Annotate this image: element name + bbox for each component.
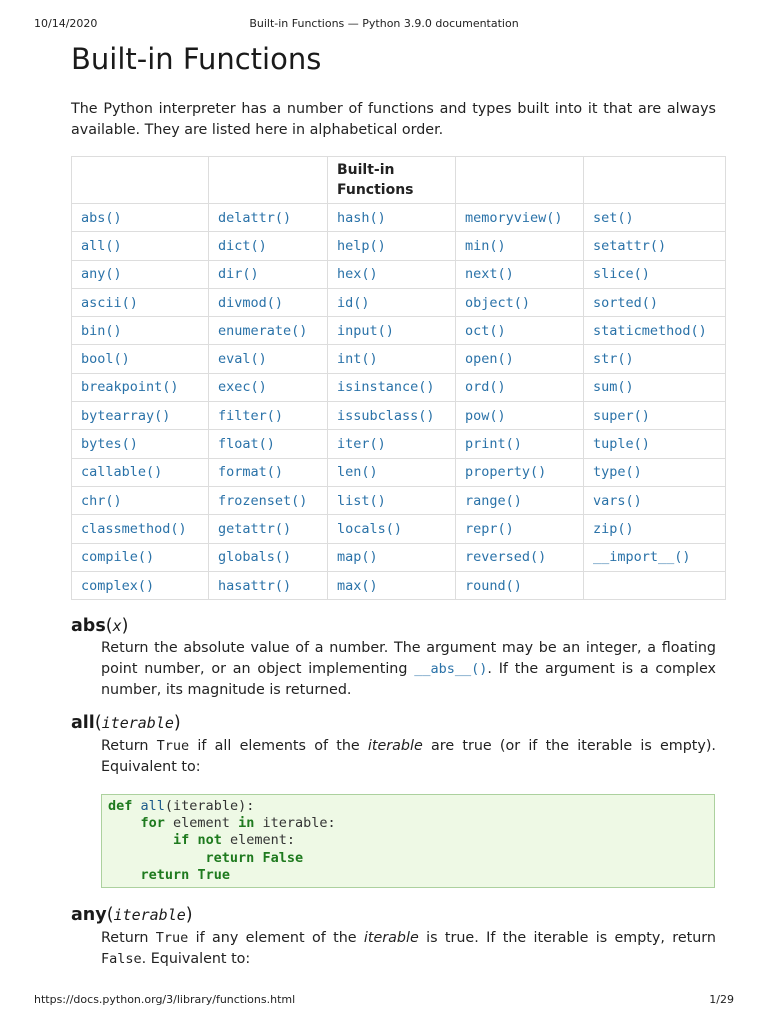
desc-text: is true. If the iterable is empty, return bbox=[418, 930, 716, 946]
table-row bbox=[72, 543, 726, 571]
table-row bbox=[72, 373, 726, 401]
function-link[interactable]: object() bbox=[465, 294, 531, 311]
function-link[interactable]: globals() bbox=[218, 549, 292, 566]
function-arg: iterable bbox=[113, 906, 186, 924]
abs-description bbox=[101, 638, 716, 701]
table-row bbox=[72, 402, 726, 430]
table-row bbox=[72, 232, 726, 260]
table-header-cell bbox=[209, 157, 328, 204]
function-link[interactable]: sorted() bbox=[593, 294, 659, 311]
function-link[interactable]: list() bbox=[337, 492, 386, 509]
all-code-block bbox=[101, 794, 715, 888]
function-link[interactable]: dict() bbox=[218, 237, 267, 254]
function-link[interactable]: callable() bbox=[81, 464, 163, 481]
desc-text: . Equivalent to: bbox=[141, 951, 251, 967]
table-cell bbox=[209, 288, 328, 316]
inline-code: True bbox=[155, 930, 189, 946]
table-cell bbox=[456, 288, 584, 316]
code-text: element bbox=[164, 815, 239, 832]
table-cell bbox=[328, 458, 456, 486]
code-keyword: return bbox=[140, 866, 190, 883]
table-cell bbox=[456, 430, 584, 458]
function-link[interactable]: bytes() bbox=[81, 436, 138, 453]
function-arg: iterable bbox=[101, 714, 174, 732]
table-row bbox=[72, 317, 726, 345]
table-cell bbox=[328, 515, 456, 543]
function-link[interactable]: __import__() bbox=[593, 549, 691, 566]
function-link[interactable]: map() bbox=[337, 549, 378, 566]
table-cell bbox=[72, 373, 209, 401]
function-link[interactable]: sum() bbox=[593, 379, 634, 396]
function-link[interactable]: reversed() bbox=[465, 549, 547, 566]
table-cell bbox=[456, 260, 584, 288]
table-cell bbox=[328, 571, 456, 599]
table-cell bbox=[456, 345, 584, 373]
desc-text: . If the argument is a complex number, its magnitude is returned. bbox=[101, 661, 716, 698]
function-link[interactable]: abs() bbox=[81, 209, 122, 226]
function-link[interactable]: max() bbox=[337, 577, 378, 594]
function-link[interactable]: breakpoint() bbox=[81, 379, 179, 396]
page-title: Built-in Functions bbox=[71, 42, 322, 76]
table-header-row bbox=[72, 157, 726, 204]
print-footer-page-number: 1/29 bbox=[709, 993, 734, 1006]
table-cell bbox=[328, 345, 456, 373]
table-cell bbox=[456, 402, 584, 430]
table-cell bbox=[584, 288, 726, 316]
function-link[interactable]: format() bbox=[218, 464, 284, 481]
table-row bbox=[72, 458, 726, 486]
function-link[interactable]: next() bbox=[465, 266, 514, 283]
table-cell bbox=[72, 515, 209, 543]
function-link[interactable]: chr() bbox=[81, 492, 122, 509]
table-cell bbox=[456, 543, 584, 571]
function-link[interactable]: setattr() bbox=[593, 237, 667, 254]
table-cell bbox=[328, 373, 456, 401]
inline-code: False bbox=[101, 951, 142, 967]
code-keyword: in bbox=[238, 815, 255, 832]
function-name: any bbox=[71, 905, 107, 925]
function-link[interactable]: property() bbox=[465, 464, 547, 481]
function-link[interactable]: divmod() bbox=[218, 294, 284, 311]
function-link[interactable]: eval() bbox=[218, 351, 267, 368]
table-cell bbox=[456, 486, 584, 514]
table-cell bbox=[72, 458, 209, 486]
function-link[interactable]: hasattr() bbox=[218, 577, 292, 594]
print-header-date: 10/14/2020 bbox=[34, 17, 98, 30]
table-cell bbox=[584, 571, 726, 599]
table-cell bbox=[328, 260, 456, 288]
all-signature: all(iterable) bbox=[71, 713, 181, 733]
function-link[interactable]: oct() bbox=[465, 322, 506, 339]
print-footer-url: https://docs.python.org/3/library/functions.html bbox=[34, 993, 296, 1006]
table-cell bbox=[209, 345, 328, 373]
intro-paragraph: The Python interpreter has a number of functions and types built into it that are always available. They are listed here in alphabetical order. bbox=[71, 101, 716, 138]
code-keyword: for bbox=[140, 815, 165, 832]
table-header-cell bbox=[456, 157, 584, 204]
table-row bbox=[72, 430, 726, 458]
table-cell bbox=[72, 345, 209, 373]
table-cell bbox=[328, 317, 456, 345]
function-link[interactable]: bin() bbox=[81, 322, 122, 339]
table-cell bbox=[328, 232, 456, 260]
table-cell bbox=[328, 204, 456, 232]
table-cell bbox=[584, 430, 726, 458]
table-cell bbox=[456, 232, 584, 260]
function-link[interactable]: bool() bbox=[81, 351, 130, 368]
table-cell bbox=[584, 204, 726, 232]
table-cell bbox=[456, 204, 584, 232]
table-cell bbox=[209, 204, 328, 232]
function-link[interactable]: range() bbox=[465, 492, 522, 509]
function-link[interactable]: open() bbox=[465, 351, 514, 368]
function-name: all bbox=[71, 713, 95, 733]
table-cell bbox=[584, 543, 726, 571]
table-header-cell bbox=[72, 157, 209, 204]
function-link[interactable]: min() bbox=[465, 237, 506, 254]
table-row bbox=[72, 204, 726, 232]
function-link[interactable]: memoryview() bbox=[465, 209, 563, 226]
function-link[interactable]: staticmethod() bbox=[593, 322, 707, 339]
function-link[interactable]: issubclass() bbox=[337, 407, 435, 424]
code-constant: False bbox=[262, 849, 304, 866]
table-cell bbox=[209, 486, 328, 514]
code-keyword: return bbox=[205, 849, 255, 866]
table-cell bbox=[72, 204, 209, 232]
function-link[interactable]: round() bbox=[465, 577, 522, 594]
table-cell bbox=[456, 515, 584, 543]
table-cell bbox=[72, 288, 209, 316]
table-cell bbox=[584, 515, 726, 543]
all-description bbox=[101, 736, 716, 778]
table-cell bbox=[209, 373, 328, 401]
function-link[interactable]: str() bbox=[593, 351, 634, 368]
function-link[interactable]: hex() bbox=[337, 266, 378, 283]
function-link[interactable]: all() bbox=[81, 237, 122, 254]
function-link[interactable]: ord() bbox=[465, 379, 506, 396]
desc-text: are true (or if the iterable is empty). Equivalent to: bbox=[101, 738, 716, 775]
function-link[interactable]: pow() bbox=[465, 407, 506, 424]
function-link[interactable]: hash() bbox=[337, 209, 386, 226]
table-row bbox=[72, 288, 726, 316]
table-row bbox=[72, 486, 726, 514]
builtin-functions-table bbox=[71, 156, 726, 600]
function-link[interactable]: dir() bbox=[218, 266, 259, 283]
code-text: (iterable): bbox=[164, 798, 255, 814]
table-header-cell bbox=[584, 157, 726, 204]
function-link[interactable]: enumerate() bbox=[218, 322, 308, 339]
function-link[interactable]: help() bbox=[337, 237, 386, 254]
function-link[interactable]: type() bbox=[593, 464, 642, 481]
abs-dunder-link[interactable]: __abs__() bbox=[414, 661, 488, 677]
table-cell bbox=[584, 345, 726, 373]
table-cell bbox=[584, 458, 726, 486]
function-link[interactable]: set() bbox=[593, 209, 634, 226]
table-cell bbox=[328, 486, 456, 514]
table-row bbox=[72, 515, 726, 543]
table-row bbox=[72, 260, 726, 288]
table-cell bbox=[72, 260, 209, 288]
code-keyword: not bbox=[197, 832, 222, 849]
table-cell bbox=[328, 543, 456, 571]
function-link[interactable]: classmethod() bbox=[81, 520, 187, 537]
table-cell bbox=[328, 288, 456, 316]
function-link[interactable]: frozenset() bbox=[218, 492, 308, 509]
table-header-cell: Built-in Functions bbox=[328, 157, 456, 204]
function-link[interactable]: getattr() bbox=[218, 520, 292, 537]
table-cell bbox=[584, 486, 726, 514]
table-cell bbox=[456, 317, 584, 345]
desc-text: Return the absolute value of a number. The argument may be an integer, a floating point number, or an object implementing bbox=[101, 640, 716, 677]
function-link[interactable]: compile() bbox=[81, 549, 155, 566]
code-text: element: bbox=[221, 832, 295, 849]
function-link[interactable]: isinstance() bbox=[337, 379, 435, 396]
table-cell bbox=[209, 317, 328, 345]
table-cell bbox=[209, 571, 328, 599]
function-link[interactable]: id() bbox=[337, 294, 370, 311]
table-cell bbox=[72, 571, 209, 599]
function-link[interactable]: filter() bbox=[218, 407, 284, 424]
function-link[interactable]: ascii() bbox=[81, 294, 138, 311]
table-cell bbox=[209, 515, 328, 543]
table-cell bbox=[209, 260, 328, 288]
print-header-title: Built-in Functions — Python 3.9.0 documentation bbox=[249, 17, 519, 30]
function-link[interactable]: input() bbox=[337, 322, 394, 339]
code-text: iterable: bbox=[254, 815, 336, 832]
table-cell bbox=[456, 571, 584, 599]
code-keyword: if bbox=[173, 832, 190, 849]
table-cell bbox=[328, 402, 456, 430]
table-cell bbox=[209, 458, 328, 486]
desc-text: if all elements of the bbox=[189, 738, 368, 754]
function-link[interactable]: super() bbox=[593, 407, 650, 424]
function-link[interactable]: int() bbox=[337, 351, 378, 368]
italic-term: iterable bbox=[363, 930, 419, 946]
function-name: abs bbox=[71, 616, 106, 636]
table-row bbox=[72, 571, 726, 599]
function-link[interactable]: tuple() bbox=[593, 436, 650, 453]
table-cell bbox=[584, 232, 726, 260]
desc-text: Return bbox=[101, 930, 156, 946]
function-link[interactable]: exec() bbox=[218, 379, 267, 396]
table-cell bbox=[209, 543, 328, 571]
function-link[interactable]: iter() bbox=[337, 436, 386, 453]
code-keyword: def bbox=[108, 798, 133, 814]
italic-term: iterable bbox=[367, 738, 423, 754]
any-signature: any(iterable) bbox=[71, 905, 193, 925]
table-cell bbox=[72, 402, 209, 430]
table-cell bbox=[584, 373, 726, 401]
function-link[interactable]: repr() bbox=[465, 520, 514, 537]
table-cell bbox=[584, 402, 726, 430]
function-link[interactable]: locals() bbox=[337, 520, 403, 537]
table-cell bbox=[209, 430, 328, 458]
function-link[interactable]: slice() bbox=[593, 266, 650, 283]
code-constant: True bbox=[197, 866, 230, 883]
table-cell bbox=[72, 317, 209, 345]
table-cell bbox=[456, 458, 584, 486]
function-link[interactable]: any() bbox=[81, 266, 122, 283]
function-link[interactable]: zip() bbox=[593, 520, 634, 537]
table-cell bbox=[456, 373, 584, 401]
function-link[interactable]: delattr() bbox=[218, 209, 292, 226]
inline-code: True bbox=[156, 738, 190, 754]
table-cell bbox=[72, 543, 209, 571]
table-cell bbox=[209, 232, 328, 260]
desc-text: Return bbox=[101, 738, 157, 754]
table-cell bbox=[72, 430, 209, 458]
table-cell bbox=[584, 260, 726, 288]
table-cell bbox=[72, 486, 209, 514]
abs-signature: abs(x) bbox=[71, 616, 129, 636]
table-cell bbox=[209, 402, 328, 430]
function-link[interactable]: complex() bbox=[81, 577, 155, 594]
desc-text: if any element of the bbox=[188, 930, 364, 946]
table-row bbox=[72, 345, 726, 373]
table-cell bbox=[328, 430, 456, 458]
function-link[interactable]: len() bbox=[337, 464, 378, 481]
any-description bbox=[101, 928, 716, 970]
function-link[interactable]: float() bbox=[218, 436, 275, 453]
code-function-name: all bbox=[140, 798, 165, 814]
table-cell bbox=[584, 317, 726, 345]
function-link[interactable]: vars() bbox=[593, 492, 642, 509]
table-cell bbox=[72, 232, 209, 260]
function-arg: x bbox=[112, 617, 122, 635]
function-link[interactable]: bytearray() bbox=[81, 407, 171, 424]
table-body bbox=[72, 204, 726, 600]
function-link[interactable]: print() bbox=[465, 436, 522, 453]
